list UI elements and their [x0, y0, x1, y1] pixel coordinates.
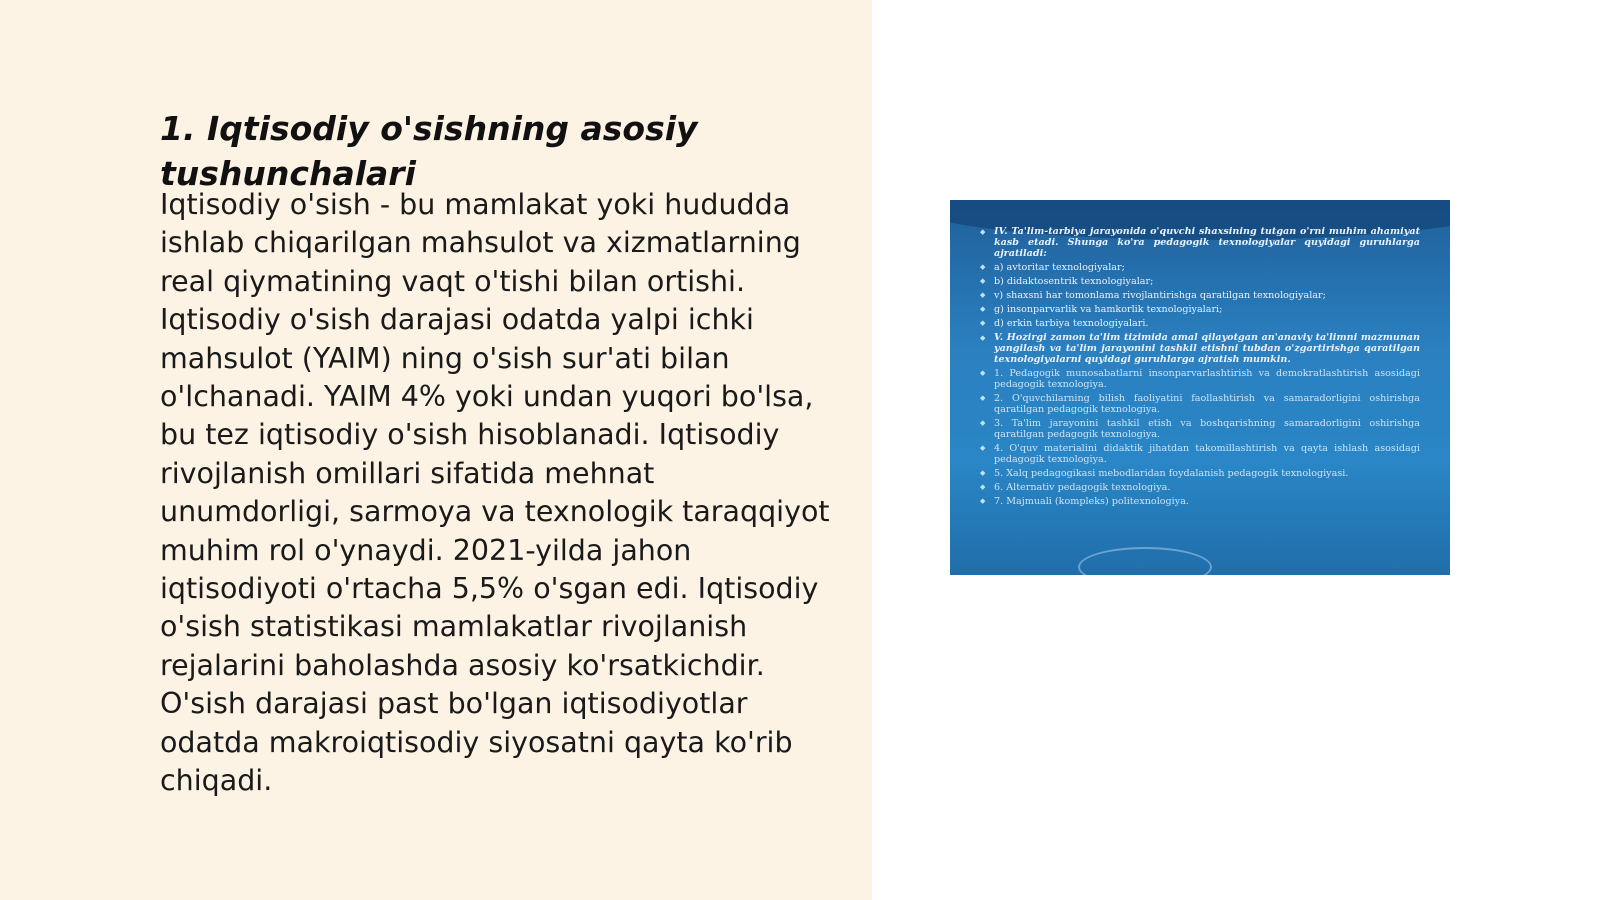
slide-title: 1. Iqtisodiy o'sishning asosiy tushunchalari [160, 109, 698, 193]
slide-picture [950, 200, 1450, 575]
picture-list-item: ◆ v) shaxsni har tomonlama rivojlantirishga qaratilgan texnologiyalar; [980, 290, 1420, 301]
picture-list-item: ◆ 2. O'quvchilarning bilish faoliyatini faollashtirish va samaradorligini oshirishga qaratilgan pedagogik texnologiya. [980, 393, 1420, 415]
picture-list-item: ◆ g) insonparvarlik va hamkorlik texnologiyalari; [980, 304, 1420, 315]
picture-list-item: ◆ IV. Ta'lim-tarbiya jarayonida o'quvchi shaxsining tutgan o'rni muhim ahamiyat kasb etadi. Shunga ko'ra pedagogik texnologiyalar quyidagi guruhlarga ajratiladi: [980, 226, 1420, 259]
picture-list-item: ◆ 7. Majmuali (kompleks) politexnologiya. [980, 496, 1420, 507]
slide-body-text: Iqtisodiy o'sish - bu mamlakat yoki hududda ishlab chiqarilgan mahsulot va xizmatlarning real qiymatining vaqt o'tishi bilan ortishi. Iqtisodiy o'sish darajasi odatda yalpi ichki mahsulot (YAIM) ning o'sish sur'ati bilan o'lchanadi. YAIM 4% yoki undan yuqori bo'lsa, bu tez iqtisodiy o'sish hisoblanadi. Iqtisodiy rivojlanish omillari sifatida mehnat unumdorligi, sarmoya va texnologik taraqqiyot muhim rol o'ynaydi. 2021-yilda jahon iqtisodiyoti o'rtacha 5,5% o'sgan edi. Iqtisodiy o'sish statistikasi mamlakatlar rivojlanish rejalarini baholashda asosiy ko'rsatkichdir. O'sish darajasi past bo'lgan iqtisodiyotlar odatda makroiqtisodiy siyosatni qayta ko'rib chiqadi. [160, 188, 830, 798]
picture-text-list [980, 226, 1420, 507]
picture-list-item: ◆ b) didaktosentrik texnologiyalar; [980, 276, 1420, 287]
picture-list-item: ◆ 5. Xalq pedagogikasi mebodlaridan foydalanish pedagogik texnologiyasi. [980, 468, 1420, 479]
picture-list-item: ◆ a) avtoritar texnologiyalar; [980, 262, 1420, 273]
picture-list-item: ◆ d) erkin tarbiya texnologiyalari. [980, 318, 1420, 329]
picture-list-item: ◆ V. Hozirgi zamon ta'lim tizimida amal qilayotgan an'anaviy ta'limni mazmunan yangilash va ta'lim jarayonini tashkil etishni tubdan o'zgartirishga qaratilgan texnologiyalarni quyidagi guruhlarga ajratish mumkin. [980, 332, 1420, 365]
logo-mark [1078, 547, 1212, 575]
picture-list-item: ◆ 1. Pedagogik munosabatlarni insonparvarlashtirish va demokratlashtirish asosidagi pedagogik texnologiya. [980, 368, 1420, 390]
picture-list-item: ◆ 3. Ta'lim jarayonini tashkil etish va boshqarishning samaradorligini oshirishga qaratilgan pedagogik texnologiya. [980, 418, 1420, 440]
picture-list-item: ◆ 6. Alternativ pedagogik texnologiya. [980, 482, 1420, 493]
picture-list-item: ◆ 4. O'quv materialini didaktik jihatdan takomillashtirish va qayta ishlash asosidagi pedagogik texnologiya. [980, 443, 1420, 465]
